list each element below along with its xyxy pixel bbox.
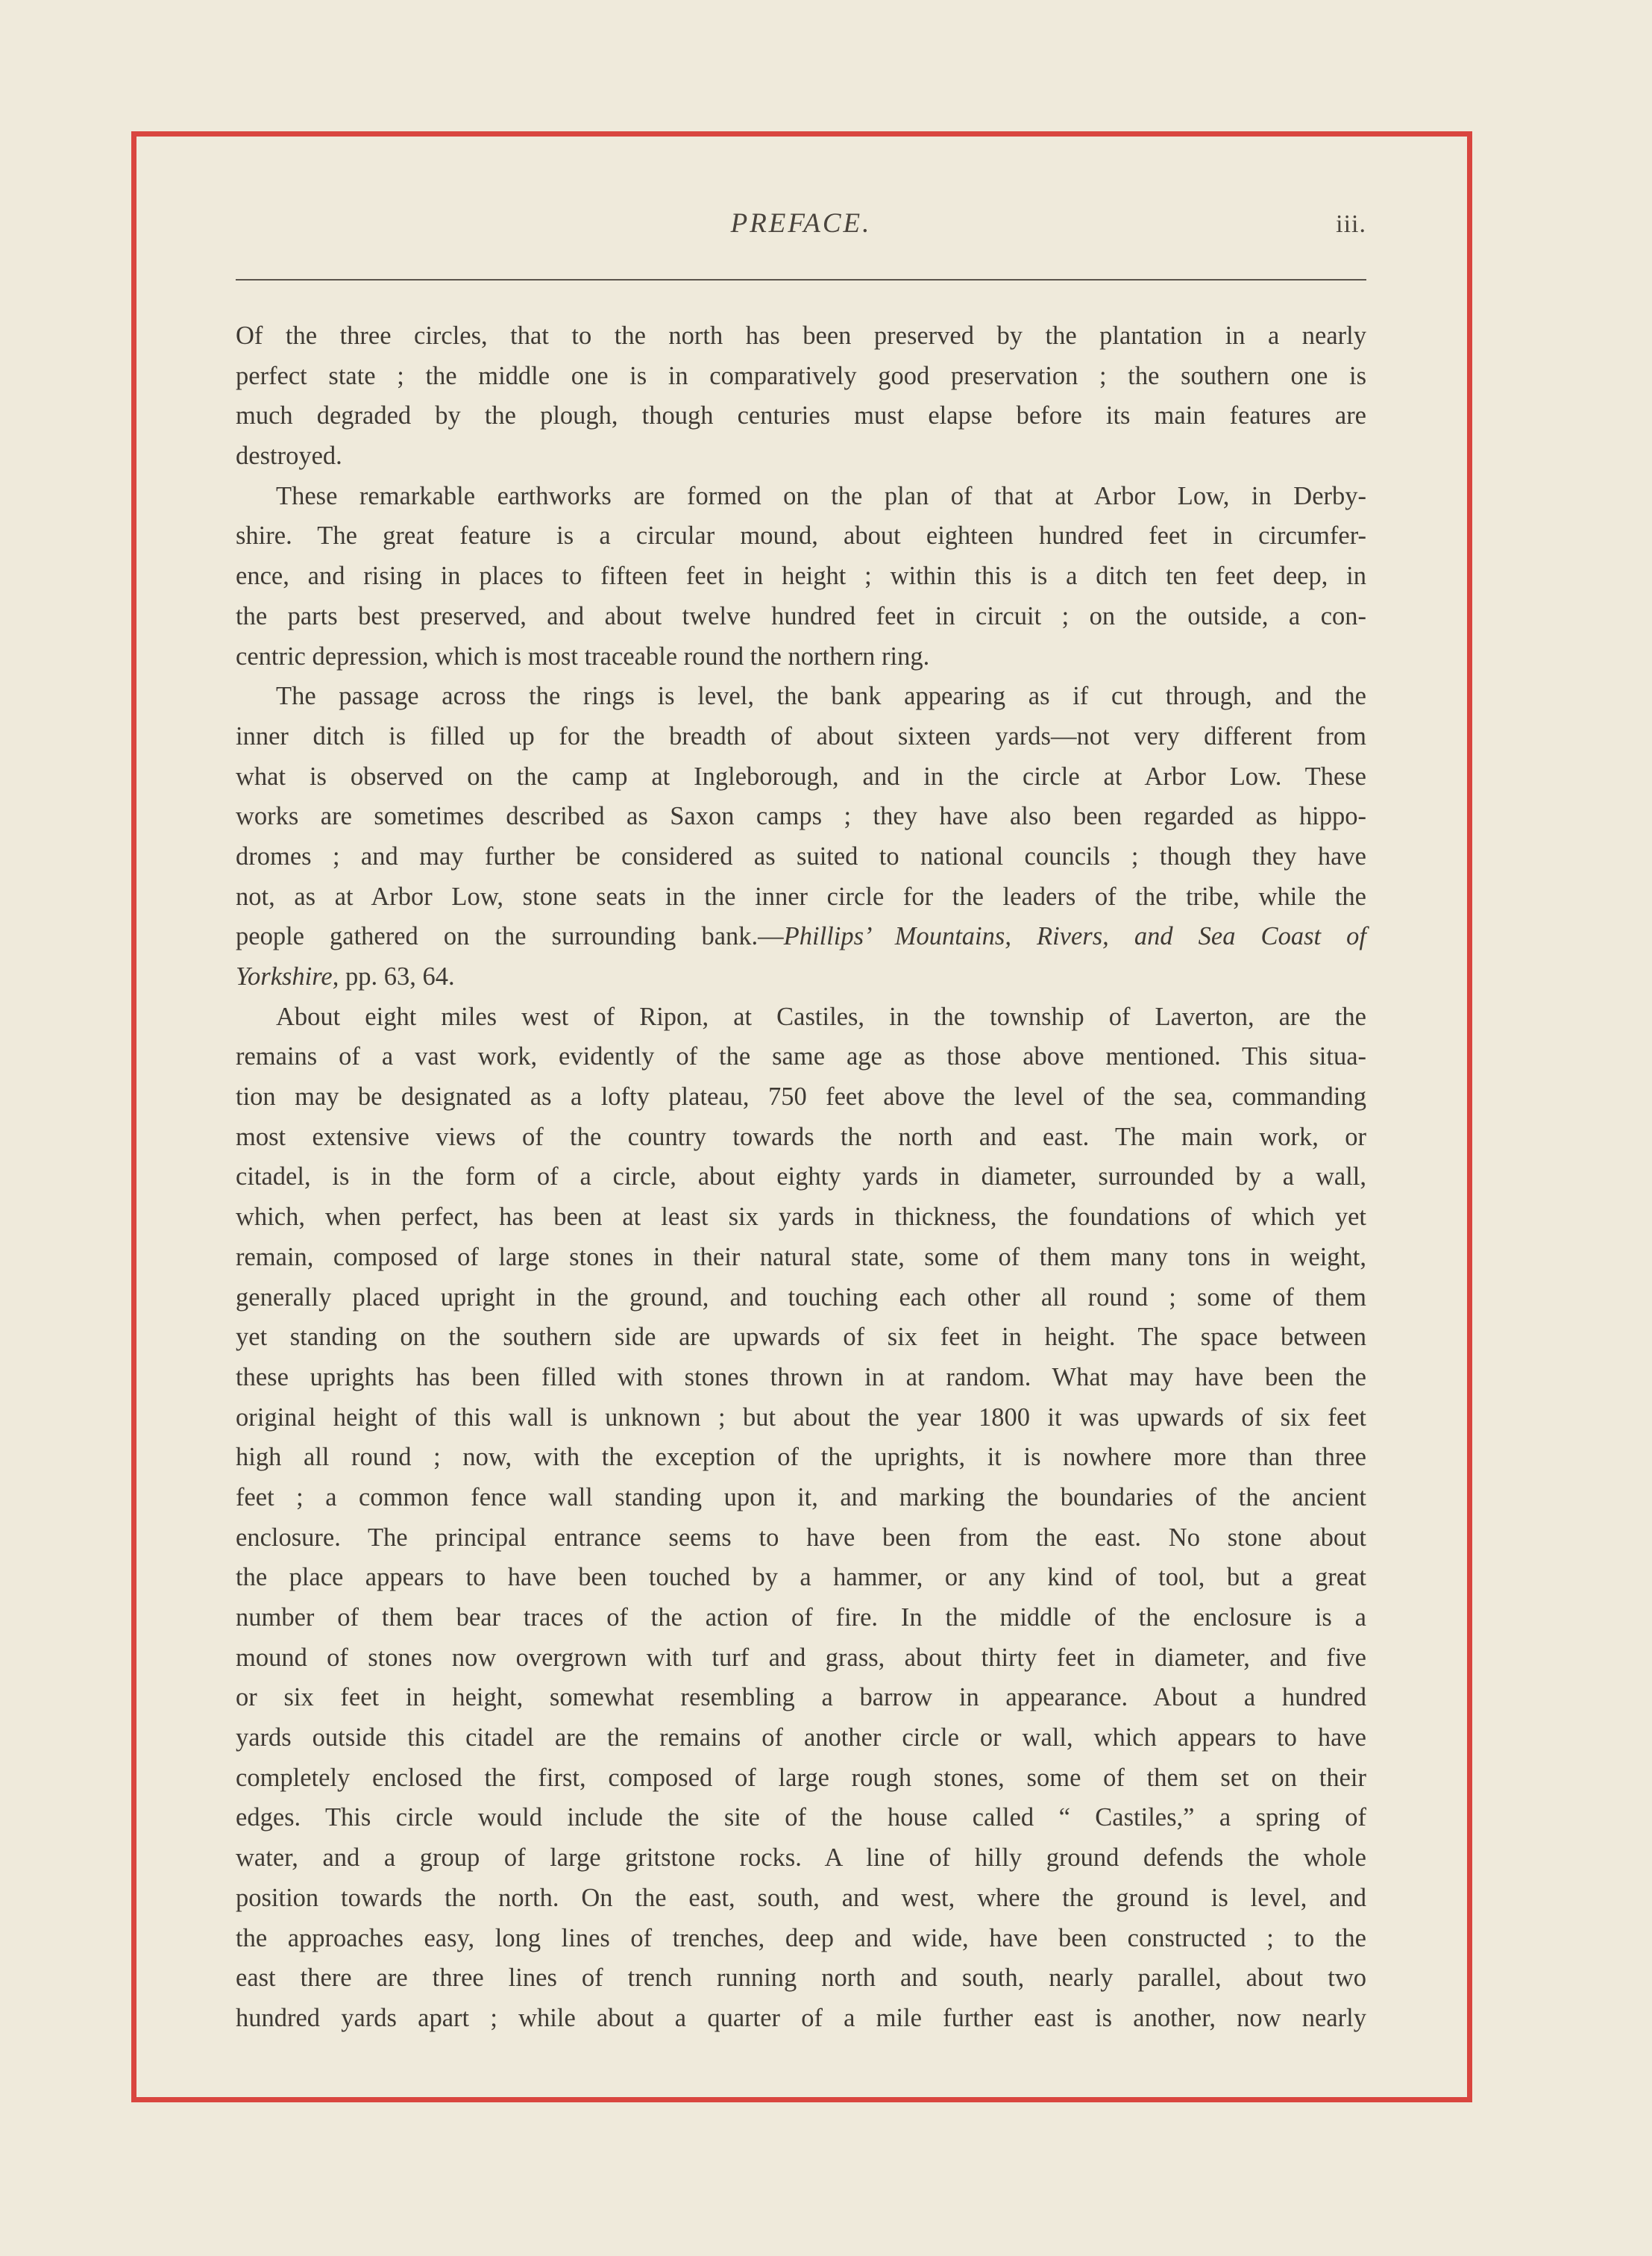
text-line: ence, and rising in places to fifteen feet in height ; within this is a ditch ten feet deep, in (236, 562, 1366, 591)
text-line: feet ; a common fence wall standing upon it, and marking the boundaries of the ancient (236, 1482, 1366, 1511)
text-line: mound of stones now overgrown with turf and grass, about thirty feet in diameter, and five (236, 1643, 1366, 1672)
citation-line (236, 957, 1366, 997)
page-number: iii. (1336, 210, 1366, 238)
citation-source: Yorkshire, (236, 962, 339, 991)
citation-text: people gathered on the surrounding bank.— (236, 922, 784, 951)
citation-source: Phillips’ Mountains, Rivers, and Sea Coast of (783, 922, 1366, 951)
citation-pages: pp. 63, 64. (339, 962, 455, 991)
text-line: Of the three circles, that to the north has been preserved by the plantation in a nearly (236, 322, 1366, 350)
citation-line (236, 917, 1366, 957)
text-line: remain, composed of large stones in their natural state, some of them many tons in weight, (236, 1242, 1366, 1271)
text-line: These remarkable earthworks are formed on the plan of that at Arbor Low, in Derby- (276, 481, 1366, 510)
text-line: citadel, is in the form of a circle, about eighty yards in diameter, surrounded by a wall, (236, 1162, 1366, 1191)
text-line: The passage across the rings is level, the bank appearing as if cut through, and the (276, 682, 1366, 711)
text-line: enclosure. The principal entrance seems to have been from the east. No stone about (236, 1523, 1366, 1552)
text-line: shire. The great feature is a circular mound, about eighteen hundred feet in circumfer- (236, 521, 1366, 551)
text-line: not, as at Arbor Low, stone seats in the inner circle for the leaders of the tribe, while the (236, 882, 1366, 911)
text-line: position towards the north. On the east, south, and west, where the ground is level, and (236, 1883, 1366, 1912)
text-line: tion may be designated as a lofty plateau, 750 feet above the level of the sea, commanding (236, 1082, 1366, 1112)
text-line: the approaches easy, long lines of trenches, deep and wide, have been constructed ; to the (236, 1923, 1366, 1952)
text-line: the place appears to have been touched by a hammer, or any kind of tool, but a great (236, 1563, 1366, 1592)
text-line: completely enclosed the first, composed of large rough stones, some of them set on their (236, 1763, 1366, 1792)
text-line: east there are three lines of trench running north and south, nearly parallel, about two (236, 1964, 1366, 1993)
text-line: centric depression, which is most traceable round the northern ring. (236, 642, 930, 671)
header-rule (236, 279, 1366, 281)
text-line: perfect state ; the middle one is in comparatively good preservation ; the southern one is (236, 361, 1366, 390)
text-line: number of them bear traces of the action of fire. In the middle of the enclosure is a (236, 1603, 1366, 1632)
text-line: high all round ; now, with the exception of the uprights, it is nowhere more than three (236, 1443, 1366, 1472)
text-line: remains of a vast work, evidently of the same age as those above mentioned. This situa- (236, 1042, 1366, 1071)
text-line: About eight miles west of Ripon, at Castiles, in the township of Laverton, are the (276, 1002, 1366, 1031)
text-line: destroyed. (236, 442, 342, 471)
text-line: inner ditch is filled up for the breadth of about sixteen yards—not very different from (236, 721, 1366, 751)
text-line: much degraded by the plough, though centuries must elapse before its main features are (236, 401, 1366, 430)
text-line: original height of this wall is unknown ; but about the year 1800 it was upwards of six feet (236, 1403, 1366, 1432)
running-head (236, 200, 1366, 252)
text-line: these uprights has been filled with stones thrown in at random. What may have been the (236, 1362, 1366, 1391)
text-line: hundred yards apart ; while about a quarter of a mile further east is another, now nearly (236, 2003, 1366, 2032)
text-line: yet standing on the southern side are upwards of six feet in height. The space between (236, 1323, 1366, 1352)
text-line: which, when perfect, has been at least six yards in thickness, the foundations of which yet (236, 1203, 1366, 1232)
text-line: water, and a group of large gritstone rocks. A line of hilly ground defends the whole (236, 1843, 1366, 1873)
text-line: dromes ; and may further be considered as suited to national councils ; though they have (236, 842, 1366, 871)
text-line: works are sometimes described as Saxon camps ; they have also been regarded as hippo- (236, 802, 1366, 831)
body-text (236, 316, 1366, 2039)
text-line: the parts best preserved, and about twelve hundred feet in circuit ; on the outside, a con- (236, 601, 1366, 630)
page-title: PREFACE. (730, 208, 872, 239)
text-line: or six feet in height, somewhat resembling a barrow in appearance. About a hundred (236, 1683, 1366, 1712)
text-line: yards outside this citadel are the remains of another circle or wall, which appears to have (236, 1723, 1366, 1752)
text-line: generally placed upright in the ground, and touching each other all round ; some of them (236, 1282, 1366, 1312)
text-line: what is observed on the camp at Ingleborough, and in the circle at Arbor Low. These (236, 762, 1366, 791)
text-line: most extensive views of the country towards the north and east. The main work, or (236, 1122, 1366, 1151)
text-line: edges. This circle would include the site of the house called “ Castiles,” a spring of (236, 1803, 1366, 1832)
